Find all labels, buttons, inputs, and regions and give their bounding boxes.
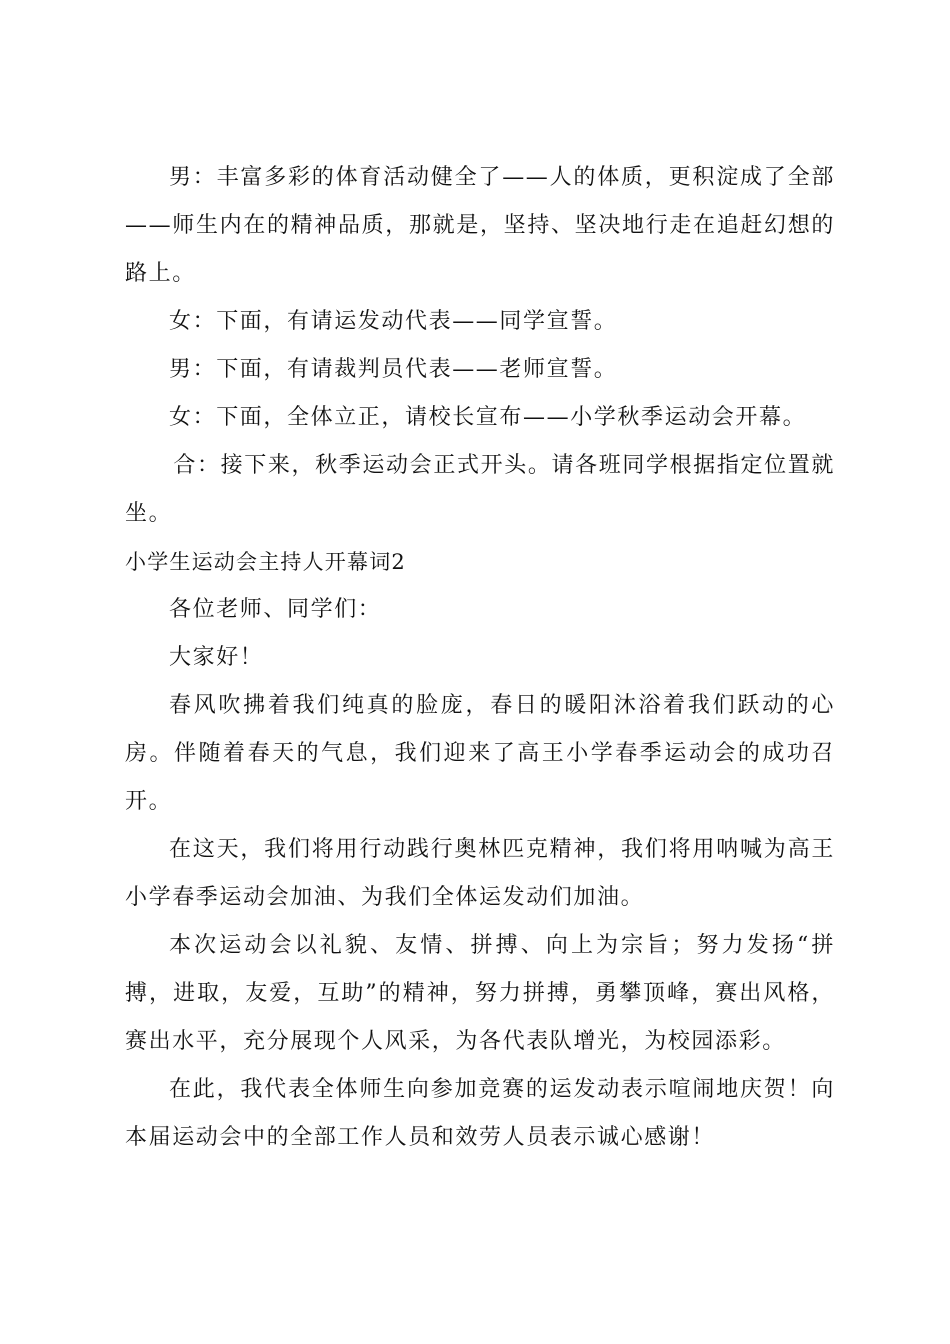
paragraph-male-host-2: 男：下面，有请裁判员代表——老师宣誓。 — [169, 357, 618, 382]
paragraph-female-host-1: 女：下面，有请运发动代表——同学宣誓。 — [169, 309, 618, 334]
speech-paragraph-2: 在这天，我们将用行动践行奥林匹克精神，我们将用呐喊为高王小学春季运动会加油、为我们全体运发动们加油。 — [125, 837, 835, 910]
speech-paragraph-3: 本次运动会以礼貌、友情、拼搏、向上为宗旨；努力发扬“拼搏，进取，友爱，互助”的精神，努力拼搏，勇攀顶峰，赛出风格，赛出水平，充分展现个人风采，为各代表队增光，为校园添彩。 — [125, 933, 835, 1054]
paragraph-male-host-1: 男：丰富多彩的体育活动健全了——人的体质，更积淀成了全部——师生内在的精神品质，那就是，坚持、坚决地行走在追赶幻想的路上。 — [125, 165, 835, 286]
paragraph-female-host-2: 女：下面，全体立正，请校长宣布——小学秋季运动会开幕。 — [169, 405, 807, 430]
section-heading: 小学生运动会主持人开幕词2 — [125, 550, 406, 574]
speech-salutation: 各位老师、同学们： — [169, 597, 382, 622]
speech-greeting: 大家好！ — [169, 645, 264, 670]
document-body — [125, 154, 835, 1162]
speech-paragraph-1: 春风吹拂着我们纯真的脸庞，春日的暖阳沐浴着我们跃动的心房。伴随着春天的气息，我们迎来了高王小学春季运动会的成功召开。 — [125, 693, 835, 814]
paragraph-together: 合：接下来，秋季运动会正式开头。请各班同学根据指定位置就坐。 — [125, 453, 835, 526]
speech-paragraph-4: 在此，我代表全体师生向参加竞赛的运发动表示喧闹地庆贺！向本届运动会中的全部工作人员和效劳人员表示诚心感谢！ — [125, 1077, 835, 1150]
